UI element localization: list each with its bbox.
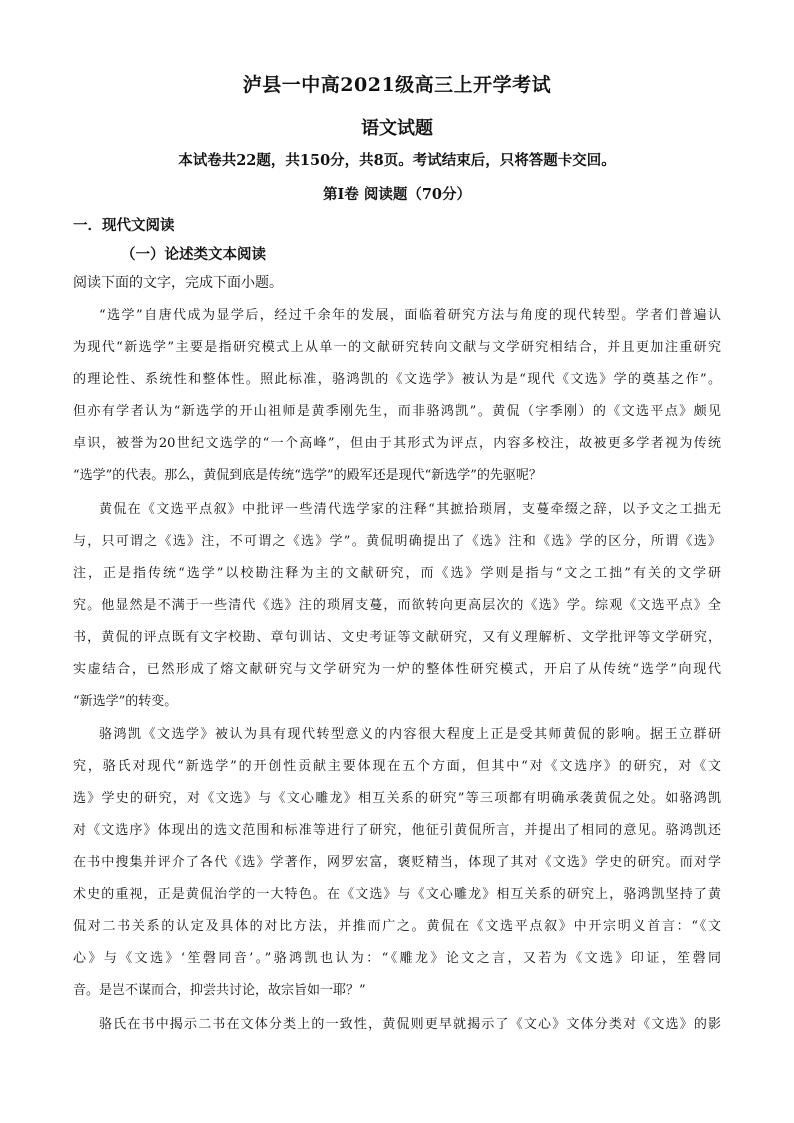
passage-line: 书，黄侃的评点既有文字校勘、章句训诂、文史考证等文献研究，又有义理解析、文学批评等文学研究， xyxy=(73,630,721,645)
passage-line: 选》学史的研究，对《文选》与《文心雕龙》相互关系的研究”等三项都有明确承袭黄侃之处。如骆鸿凯 xyxy=(73,791,721,806)
passage-line: 注，正是指传统“选学”以校勘注释为主的文献研究，而《选》学则是指与“文之工拙”有关的文学研 xyxy=(73,566,721,581)
exam-notice: 本试卷共22题，共150分，共8页。考试结束后，只将答题卡交回。 xyxy=(178,152,616,169)
exam-title: 泸县一中高2021级高三上开学考试 xyxy=(242,74,552,96)
passage-line: 究。他显然是不满于一些清代《选》注的琐屑支蔓，而欲转向更高层次的《选》学。综观《文选平点》全 xyxy=(73,598,721,613)
passage-line: 究，骆氏对现代“新选学”的开创性贡献主要体现在五个方面，但其中“对《文选序》的研究，对《文 xyxy=(73,759,721,774)
subsection-heading: （一）论述类文本阅读 xyxy=(121,246,266,263)
passage-line: 骆氏在书中揭示二书在文体分类上的一致性，黄侃则更早就揭示了《文心》文体分类对《文选》的影 xyxy=(99,1017,721,1032)
passage-line: “选学”的代表。那么，黄侃到底是传统“选学”的殿军还是现代“新选学”的先驱呢？ xyxy=(73,468,542,483)
passage-line: 实虚结合，已然形成了熔文献研究与文学研究为一炉的整体性研究模式，开启了从传统“选学”向现代 xyxy=(73,662,721,677)
passage-line: “选学”自唐代成为显学后，经过千余年的发展，面临着研究方法与角度的现代转型。学者们普遍认 xyxy=(99,308,721,323)
passage-line: 但亦有学者认为“新选学的开山祖师是黄季刚先生，而非骆鸿凯”。黄侃（字季刚）的《文选平点》颇见 xyxy=(73,404,721,419)
passage-line: 的理论性、系统性和整体性。照此标准，骆鸿凯的《文选学》被认为是“现代《文选》学的奠基之作”。 xyxy=(73,372,721,387)
subject-title: 语文试题 xyxy=(361,118,433,139)
passage-line: 在书中搜集并评介了各代《选》学著作，网罗宏富，褒贬精当，体现了其对《文选》学史的研究。而对学 xyxy=(73,855,721,870)
section-heading: 一．现代文阅读 xyxy=(73,217,175,234)
reading-instruction: 阅读下面的文字，完成下面小题。 xyxy=(73,274,283,290)
passage-line: 为现代“新选学”主要是指研究模式上从单一的文献研究转向文献与文学研究相结合，并且更加注重研究 xyxy=(73,340,721,355)
passage-line: 卓识，被誉为20世纪文选学的“一个高峰”，但由于其形式为评点，内容多校注，故被更多学者视为传统 xyxy=(73,436,721,451)
passage-line: 骆鸿凯《文选学》被认为具有现代转型意义的内容很大程度上正是受其师黄侃的影响。据王立群研 xyxy=(99,727,721,742)
passage-line: 侃对二书关系的认定及具体的对比方法，并推而广之。黄侃在《文选平点叙》中开宗明义首言：“《文 xyxy=(73,919,721,934)
passage-line: 对《文选序》体现出的选文范围和标准等进行了研究，他征引黄侃所言，并提出了相同的意见。骆鸿凯还 xyxy=(73,823,721,838)
passage-line: 与，只可谓之《选》注，不可谓之《选》学”。黄侃明确提出了《选》注和《选》学的区分，所谓《选》 xyxy=(73,534,721,549)
passage-line: 心》与《文选》‘笙磬同音’。”骆鸿凯也认为：“《雕龙》论文之言，又若为《文选》印证，笙磬同 xyxy=(73,951,721,966)
passage-line: 术史的重视，正是黄侃治学的一大特色。在《文选》与《文心雕龙》相互关系的研究上，骆鸿凯坚持了黄 xyxy=(73,887,721,902)
volume-heading: 第Ⅰ卷 阅读题（70分） xyxy=(322,186,471,203)
passage-line: “新选学”的转变。 xyxy=(73,694,178,709)
passage-line: 音。是岂不谋而合，抑尝共讨论，故宗旨如一耶？” xyxy=(73,983,366,998)
passage-line: 黄侃在《文选平点叙》中批评一些清代选学家的注释“其摭拾琐屑，支蔓牵缀之辞，以予文之工拙无 xyxy=(99,502,721,517)
